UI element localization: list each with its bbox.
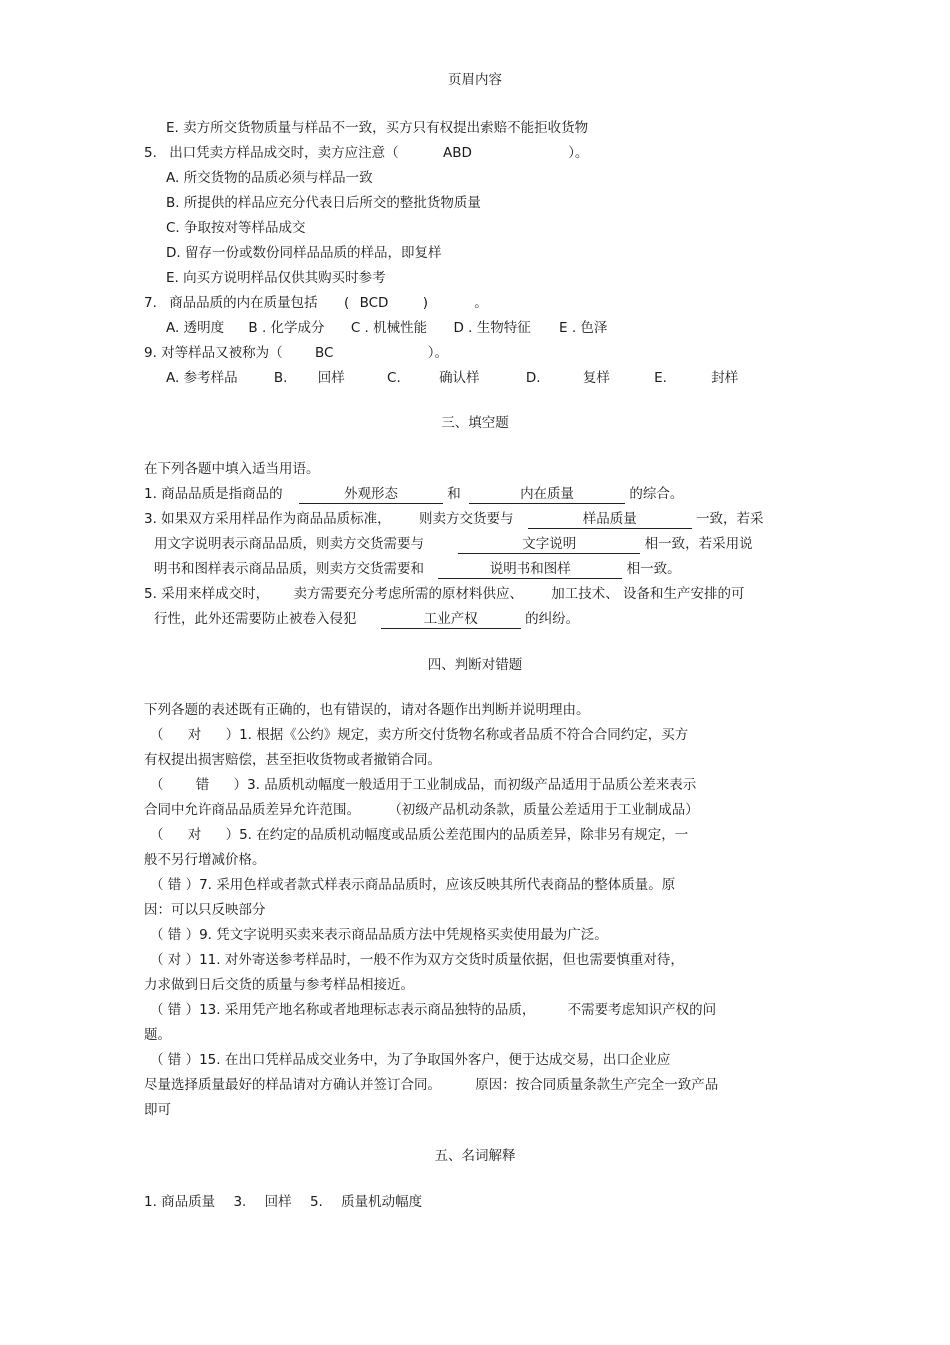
q9-option-b-text: 回样 <box>317 370 345 386</box>
judge-q7-line-2: 因：可以只反映部分 <box>144 902 266 918</box>
term-1: 1. 商品质量 <box>144 1194 216 1210</box>
fill-q3-answer-2: 文字说明 <box>458 536 640 554</box>
q7-option-e: E . 色泽 <box>559 320 608 336</box>
judge-q15-text-2: 尽量选择质量最好的样品请对方确认并签订合同。 <box>144 1077 441 1093</box>
q9-close: ）。 <box>427 345 448 361</box>
fill-q1-answer-1: 外观形态 <box>299 486 443 504</box>
q7-number: 7. <box>144 295 157 311</box>
judge-q3-mark: 错 <box>195 777 210 793</box>
judge-q5-mark: 对 <box>187 827 202 843</box>
term-5-text: 质量机动幅度 <box>341 1194 423 1210</box>
q9-option-e-text: 封样 <box>711 370 739 386</box>
fill-q3-pre-2: 用文字说明表示商品品质，则卖方交货需要与 <box>154 536 424 552</box>
term-5-number: 5. <box>309 1194 323 1210</box>
q7-question <box>144 293 488 313</box>
q7-option-d: D . 生物特征 <box>453 320 531 336</box>
q7-stem: 商品品质的内在质量包括 <box>169 295 318 311</box>
fill-q1 <box>144 484 683 504</box>
judge-q7-line-1: （ 错 ）7. 采用色样或者款式样表示商品品质时，应该反映其所代表商品的整体质量。原 <box>150 877 676 893</box>
q9-option-b-letter: B. <box>273 370 288 386</box>
q5-option-c: C. 争取按对等样品成交 <box>166 220 306 236</box>
q9-stem: 9. 对等样品又被称为（ <box>144 345 283 361</box>
fill-q3-pre: 3. 如果双方采用样品作为商品品质标准， <box>144 511 391 527</box>
fill-q3-post-3: 相一致。 <box>626 561 681 577</box>
fill-q3-pre-3: 明书和图样表示商品品质，则卖方交货需要和 <box>154 561 424 577</box>
fill-q5-pre: 5. 采用来样成交时， <box>144 586 270 602</box>
term-3-text: 回样 <box>264 1194 292 1210</box>
q5-answer: ABD <box>442 145 472 161</box>
q9-option-a: A. 参考样品 <box>166 370 238 386</box>
q5-close: ）。 <box>568 145 589 161</box>
judge-q13-text-cont: 不需要考虑知识产权的问 <box>567 1002 717 1018</box>
q9-option-d-text: 复样 <box>582 370 610 386</box>
q7-option-a: A. 透明度 <box>166 320 225 336</box>
judge-q5-line-1 <box>150 825 688 845</box>
judge-q15-line-2 <box>144 1075 718 1095</box>
q4-option-e: E. 卖方所交货物质量与样品不一致，买方只有权提出索赔不能拒收货物 <box>166 120 589 136</box>
fill-q3-mid: 则卖方交货要与 <box>418 511 514 527</box>
fill-q5-mid: 卖方需要充分考虑所需的原材料供应、 <box>293 586 523 602</box>
fill-q1-pre: 1. 商品品质是指商品的 <box>144 486 283 502</box>
judge-q1-line-2: 有权提出损害赔偿，甚至拒收货物或者撤销合同。 <box>144 752 441 768</box>
judge-section-title: 四、判断对错题 <box>427 657 523 673</box>
judge-q5-line-2: 般不另行增减价格。 <box>144 852 266 868</box>
q7-open: ( <box>343 295 350 311</box>
term-3-number: 3. <box>233 1194 247 1210</box>
page-header: 页眉内容 <box>448 72 502 88</box>
fill-q5-line-2 <box>154 609 579 629</box>
judge-q1-paren: （ <box>150 727 164 743</box>
q7-options <box>166 318 607 338</box>
q5-stem: 出口凭卖方样品成交时，卖方应注意（ <box>169 145 399 161</box>
judge-q13-line-2: 题。 <box>144 1027 171 1043</box>
fill-q3-answer-1: 样品质量 <box>528 511 692 529</box>
q5-option-d: D. 留存一份或数份同样品品质的样品，即复样 <box>166 245 442 261</box>
judge-q1-text: ）1. 根据《公约》规定，卖方所交付货物名称或者品质不符合合同约定，买方 <box>225 727 689 743</box>
fill-q3-post-2: 相一致，若采用说 <box>644 536 753 552</box>
fill-q5-post-2: 的纠纷。 <box>525 611 580 627</box>
judge-q3-text-2: 合同中允许商品品质差异允许范围。 <box>144 802 360 818</box>
fill-q3-line-3 <box>154 559 681 579</box>
judge-q13-text: （ 错 ）13. 采用凭产地名称或者地理标志表示商品独特的品质， <box>150 1002 536 1018</box>
judge-q15-reason: 原因：按合同质量条款生产完全一致产品 <box>475 1077 719 1093</box>
judge-q5-paren: （ <box>150 827 164 843</box>
fill-q3-post-1: 一致，若采 <box>696 511 764 527</box>
judge-q13-line-1 <box>150 1000 716 1020</box>
q9-answer: BC <box>314 345 334 361</box>
q9-option-d-letter: D. <box>525 370 541 386</box>
q9-option-c-letter: C. <box>387 370 401 386</box>
terms-section-title: 五、名词解释 <box>434 1148 516 1164</box>
judge-q15-line-3: 即可 <box>144 1102 171 1118</box>
fill-q1-mid: 和 <box>447 486 461 502</box>
judge-q15-line-1: （ 错 ）15. 在出口凭样品成交业务中，为了争取国外客户，便于达成交易，出口企业应 <box>150 1052 671 1068</box>
q5-option-a: A. 所交货物的品质必须与样品一致 <box>166 170 373 186</box>
judge-q3-paren: （ <box>150 777 164 793</box>
fill-q5-pre-2: 行性，此外还需要防止被卷入侵犯 <box>154 611 357 627</box>
judge-q3-line-1 <box>150 775 696 795</box>
judge-q3-reason: （初级产品机动条款，质量公差适用于工业制成品） <box>388 802 699 818</box>
judge-q1-line-1 <box>150 725 688 745</box>
terms-list <box>144 1192 422 1212</box>
q7-answer: BCD <box>359 295 389 311</box>
q7-option-c: C . 机械性能 <box>350 320 428 336</box>
q5-question <box>144 143 588 163</box>
q5-number: 5. <box>144 145 157 161</box>
q9-option-e-letter: E. <box>654 370 667 386</box>
fill-intro: 在下列各题中填入适当用语。 <box>144 461 320 477</box>
judge-intro: 下列各题的表述既有正确的，也有错误的，请对各题作出判断并说明理由。 <box>144 702 590 718</box>
q5-option-b: B. 所提供的样品应充分代表日后所交的整批货物质量 <box>166 195 481 211</box>
fill-q3-line-2 <box>154 534 753 554</box>
fill-q1-post: 的综合。 <box>629 486 684 502</box>
fill-q5-line-1 <box>144 584 745 604</box>
judge-q3-text: ）3. 品质机动幅度一般适用于工业制成品，而初级产品适用于品质公差来表示 <box>233 777 697 793</box>
fill-q3-line-1 <box>144 509 764 529</box>
judge-q11-line-1: （ 对 ）11. 对外寄送参考样品时，一般不作为双方交货时质量依据，但也需要慎重对待， <box>150 952 684 968</box>
q7-end: 。 <box>474 295 488 311</box>
judge-q3-line-2 <box>144 800 699 820</box>
q7-close: ) <box>422 295 428 311</box>
q5-option-e: E. 向买方说明样品仅供其购买时参考 <box>166 270 386 286</box>
fill-q1-answer-2: 内在质量 <box>469 486 625 504</box>
q9-question <box>144 343 448 363</box>
fill-q3-answer-3: 说明书和图样 <box>438 561 622 579</box>
q7-option-b: B . 化学成分 <box>248 320 325 336</box>
judge-q9-line-1: （ 错 ）9. 凭文字说明买卖来表示商品品质方法中凭规格买卖使用最为广泛。 <box>150 927 608 943</box>
q9-option-c-text: 确认样 <box>439 370 480 386</box>
judge-q1-mark: 对 <box>187 727 202 743</box>
fill-q5-post: 加工技术、 设备和生产安排的可 <box>551 586 745 602</box>
fill-q5-answer-1: 工业产权 <box>381 611 521 629</box>
fill-section-title: 三、填空题 <box>441 415 509 431</box>
judge-q11-line-2: 力求做到日后交货的质量与参考样品相接近。 <box>144 977 414 993</box>
q9-options <box>166 368 738 388</box>
judge-q5-text: ）5. 在约定的品质机动幅度或品质公差范围内的品质差异，除非另有规定，一 <box>225 827 689 843</box>
